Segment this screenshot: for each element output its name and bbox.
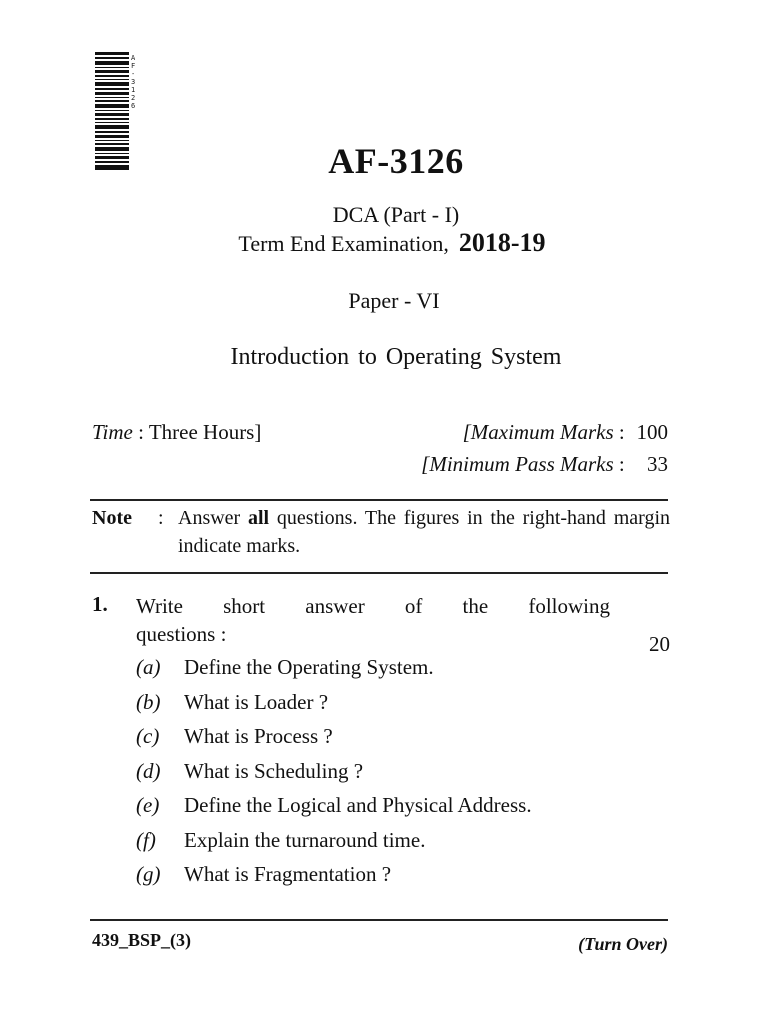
time-label: Time bbox=[92, 420, 133, 444]
divider-bottom bbox=[90, 919, 668, 921]
question-line-2: questions : bbox=[136, 622, 227, 646]
min-marks-label: [Minimum Pass Marks bbox=[421, 452, 614, 476]
exam-name: Term End Examination, bbox=[238, 231, 449, 256]
paper-number: Paper - VI bbox=[348, 288, 440, 313]
part-label: (e) bbox=[136, 793, 160, 817]
question-marks: 20 bbox=[649, 632, 670, 656]
part-text: What is Loader ? bbox=[184, 689, 329, 714]
divider-top bbox=[90, 499, 668, 501]
note-label: Note bbox=[92, 507, 132, 529]
question-number: 1. bbox=[92, 592, 108, 616]
footer-code: 439_BSP_(3) bbox=[92, 930, 191, 950]
time-value: Three Hours] bbox=[148, 420, 262, 444]
paper-code: AF-3126 bbox=[328, 141, 464, 181]
course-title: DCA (Part - I) bbox=[332, 202, 460, 227]
part-text: Define the Operating System. bbox=[184, 655, 434, 679]
note-pre: Answer bbox=[178, 507, 248, 529]
time-sep: : bbox=[138, 420, 144, 444]
min-marks bbox=[421, 452, 668, 477]
barcode-digits: AF-3126 bbox=[131, 54, 136, 110]
exam-year: 2018-19 bbox=[458, 228, 546, 257]
part-label: (g) bbox=[136, 862, 161, 886]
part-text: What is Process ? bbox=[184, 724, 333, 748]
part-label: (a) bbox=[136, 655, 161, 679]
part-label: (f) bbox=[136, 827, 156, 852]
turn-over: (Turn Over) bbox=[578, 934, 668, 954]
question-line-1: Write short answer of the following bbox=[136, 594, 610, 618]
part-label: (b) bbox=[136, 689, 161, 714]
time-info bbox=[92, 420, 261, 445]
max-marks-label: [Maximum Marks bbox=[462, 420, 614, 444]
subject-title: Introduction to Operating System bbox=[230, 344, 562, 370]
part-label: (d) bbox=[136, 758, 161, 783]
min-marks-sep: : bbox=[618, 452, 625, 476]
max-marks-sep: : bbox=[618, 420, 625, 444]
note-post: questions. The figures in the right-hand margin indicate marks. bbox=[178, 507, 670, 557]
part-text: Define the Logical and Physical Address. bbox=[184, 793, 532, 817]
max-marks bbox=[463, 420, 668, 445]
part-text: Explain the turnaround time. bbox=[184, 827, 426, 852]
min-marks-value: 33 bbox=[647, 452, 668, 476]
part-text: What is Scheduling ? bbox=[184, 758, 364, 783]
note-body bbox=[178, 504, 670, 560]
exam-title bbox=[8, 228, 768, 258]
max-marks-value: 100 bbox=[636, 420, 668, 444]
part-text: What is Fragmentation ? bbox=[184, 862, 392, 886]
note-bold: all bbox=[248, 507, 270, 529]
divider-middle bbox=[90, 572, 668, 574]
part-label: (c) bbox=[136, 724, 160, 748]
note-sep: : bbox=[158, 507, 164, 529]
